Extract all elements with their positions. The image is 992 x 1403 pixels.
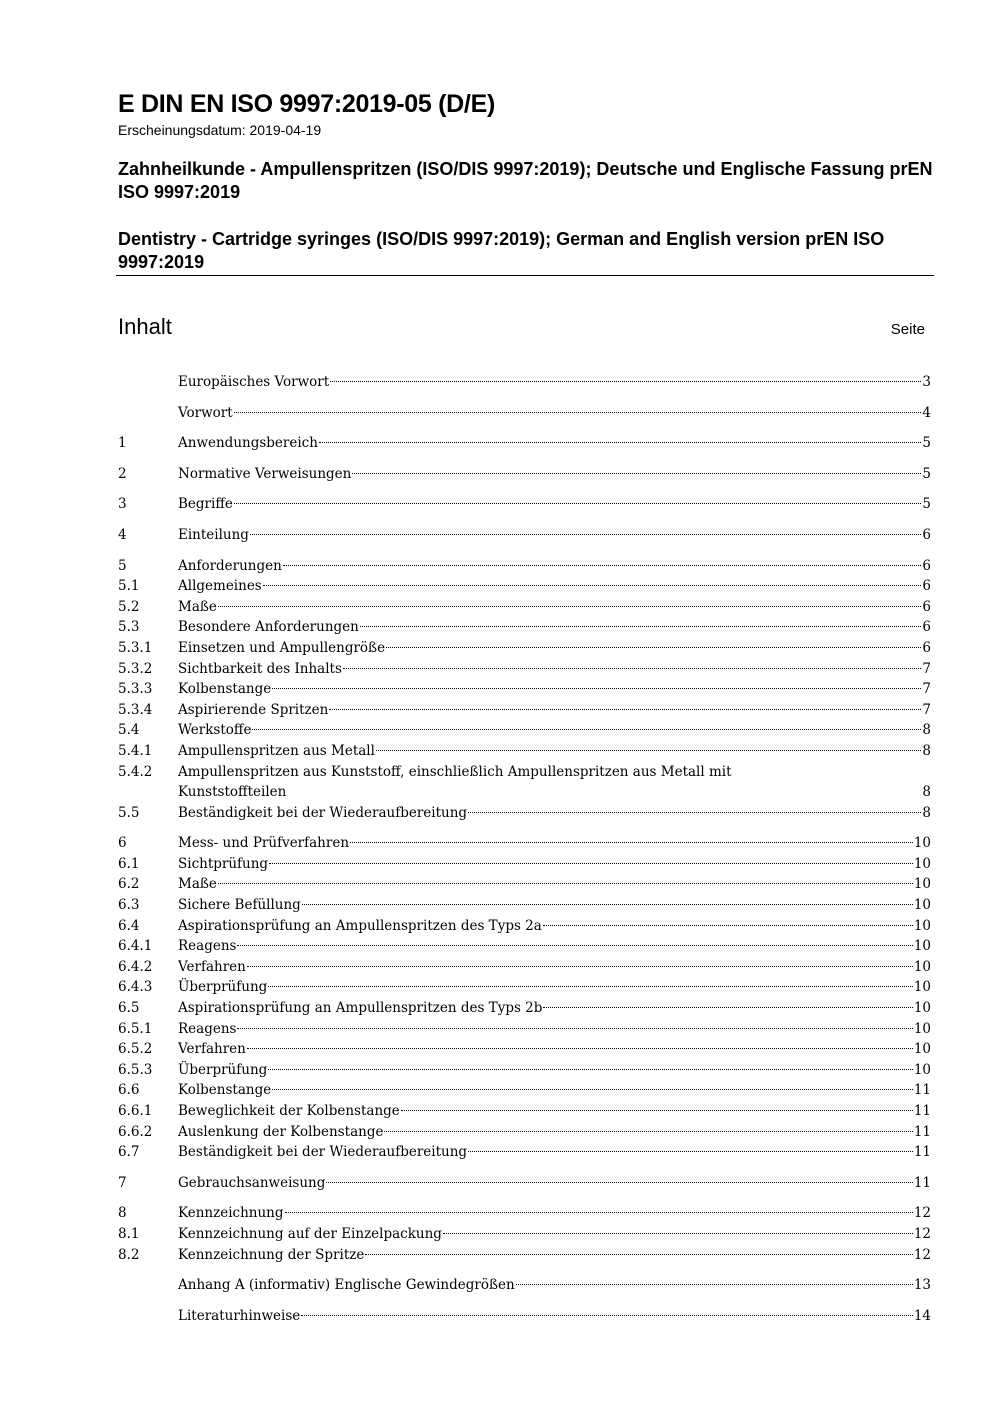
toc-entry-page: 10 xyxy=(913,979,931,996)
toc-entry-number: 5.3.3 xyxy=(118,681,153,698)
toc-entry-number: 6.7 xyxy=(118,1144,140,1161)
toc-entry-number: 6.4.3 xyxy=(118,979,153,996)
toc-entry[interactable] xyxy=(118,617,931,638)
toc-entry-title: Anhang A (informativ) Englische Gewindegrößen xyxy=(178,1277,515,1294)
toc-entry-leader xyxy=(252,729,921,730)
toc-entry-number: 5.4 xyxy=(118,722,140,739)
toc-entry-title: Kennzeichnung auf der Einzelpackung xyxy=(178,1225,442,1242)
toc-entry-leader xyxy=(272,688,921,689)
toc-entry-title: Sichtbarkeit des Inhalts xyxy=(178,660,342,677)
toc-entry-page: 6 xyxy=(922,619,931,636)
toc-entry-page: 11 xyxy=(913,1174,931,1191)
toc-entry-page: 6 xyxy=(922,639,931,656)
toc-entry-number: 8 xyxy=(118,1205,127,1222)
toc-entry-number: 6.4.2 xyxy=(118,958,153,975)
toc-entry[interactable] xyxy=(118,803,931,824)
toc-entry-continuation[interactable] xyxy=(118,782,931,803)
toc-entry-leader xyxy=(237,945,912,946)
toc-entry-title: Werkstoffe xyxy=(178,722,252,739)
toc-entry-leader xyxy=(468,1151,913,1152)
toc-entry-title: Sichere Befüllung xyxy=(178,897,301,914)
toc-entry-number: 3 xyxy=(118,496,127,513)
toc-entry[interactable] xyxy=(118,597,931,618)
document-id: E DIN EN ISO 9997:2019-05 (D/E) xyxy=(118,90,495,118)
toc-entry[interactable] xyxy=(118,403,931,424)
toc-entry[interactable] xyxy=(118,936,931,957)
toc-heading: Inhalt xyxy=(118,314,172,339)
toc-entry-title: Maße xyxy=(178,598,217,615)
toc-entry[interactable] xyxy=(118,700,931,721)
toc-entry-page: 11 xyxy=(913,1144,931,1161)
toc-entry-leader xyxy=(376,750,921,751)
toc-entry[interactable] xyxy=(118,1203,931,1224)
toc-entry-title: Kolbenstange xyxy=(178,1082,272,1099)
toc-entry-number: 5.3 xyxy=(118,619,140,636)
toc-entry-title: Aspirationsprüfung an Ampullenspritzen des Typs 2b xyxy=(178,1000,543,1017)
toc-entry-page: 10 xyxy=(913,917,931,934)
toc-entry-leader xyxy=(329,709,921,710)
toc-entry-leader xyxy=(285,1212,913,1213)
toc-entry[interactable] xyxy=(118,372,931,393)
toc-entry[interactable] xyxy=(118,957,931,978)
toc-entry[interactable] xyxy=(118,1173,931,1194)
toc-entry-number: 2 xyxy=(118,465,127,482)
toc-entry-number: 5.3.2 xyxy=(118,660,153,677)
toc-entry-page: 10 xyxy=(913,1020,931,1037)
toc-entry-page: 6 xyxy=(922,557,931,574)
toc-entry[interactable] xyxy=(118,1080,931,1101)
toc-entry[interactable] xyxy=(118,874,931,895)
toc-entry-page: 4 xyxy=(922,404,931,421)
page-column-label: Seite xyxy=(890,321,925,338)
toc-entry-page: 8 xyxy=(922,742,931,759)
toc-entry-title: Literaturhinweise xyxy=(178,1307,301,1324)
toc-entry-number: 6.1 xyxy=(118,855,140,872)
toc-entry-number: 8.1 xyxy=(118,1225,140,1242)
toc-entry-page: 10 xyxy=(913,938,931,955)
toc-entry-leader xyxy=(250,534,921,535)
toc-entry-number: 6.4 xyxy=(118,917,140,934)
toc-entry[interactable] xyxy=(118,998,931,1019)
toc-entry[interactable] xyxy=(118,638,931,659)
toc-entry-number: 5.3.1 xyxy=(118,639,153,656)
toc-entry-leader xyxy=(263,585,922,586)
toc-entry-title: Sichtprüfung xyxy=(178,855,269,872)
toc-entry-leader xyxy=(360,626,922,627)
toc-entry-leader xyxy=(234,412,922,413)
toc-entry-page: 10 xyxy=(913,876,931,893)
toc-entry-leader xyxy=(352,473,921,474)
toc-entry-title: Europäisches Vorwort xyxy=(178,374,330,390)
toc-entry-leader xyxy=(443,1233,913,1234)
toc-entry-number: 5.2 xyxy=(118,598,140,615)
toc-entry[interactable] xyxy=(118,433,931,454)
toc-entry-leader xyxy=(301,1315,913,1316)
toc-entry-page: 10 xyxy=(913,1041,931,1058)
toc-entry-number: 5.4.2 xyxy=(118,763,153,780)
toc-entry-leader xyxy=(237,1028,912,1029)
toc-entry-page: 8 xyxy=(922,722,931,739)
toc-entry-page: 12 xyxy=(913,1205,931,1222)
toc-entry-leader xyxy=(218,883,913,884)
toc-entry[interactable] xyxy=(118,1122,931,1143)
toc-entry-leader xyxy=(319,442,921,443)
toc-entry-page: 11 xyxy=(913,1103,931,1119)
toc-entry[interactable] xyxy=(118,1306,931,1327)
toc-entry-title: Beweglichkeit der Kolbenstange xyxy=(178,1103,400,1119)
toc-entry-page: 11 xyxy=(913,1123,931,1140)
publication-date: Erscheinungsdatum: 2019-04-19 xyxy=(118,122,322,138)
toc-entry-title: Allgemeines xyxy=(178,578,262,595)
toc-entry[interactable] xyxy=(118,576,931,597)
toc-entry-number: 8.2 xyxy=(118,1246,140,1263)
toc-entry-leader xyxy=(268,1069,913,1070)
toc-entry-title: Begriffe xyxy=(178,496,233,513)
toc-entry-leader xyxy=(268,986,913,987)
toc-entry-title: Überprüfung xyxy=(178,979,268,996)
toc-entry[interactable] xyxy=(118,525,931,546)
toc-entry-number: 6.2 xyxy=(118,876,140,893)
toc-entry-leader xyxy=(247,1048,913,1049)
toc-entry-page: 5 xyxy=(922,435,931,452)
toc-entry-leader xyxy=(218,606,922,607)
toc-entry-title: Beständigkeit bei der Wiederaufbereitung xyxy=(178,804,468,821)
toc-entry-page: 8 xyxy=(922,804,931,821)
toc-entry[interactable] xyxy=(118,659,931,680)
toc-entry-title: Aspirierende Spritzen xyxy=(178,701,329,718)
toc-entry-title: Gebrauchsanweisung xyxy=(178,1174,326,1191)
toc-entry-page: 10 xyxy=(913,855,931,872)
toc-entry-number: 6.5.2 xyxy=(118,1041,153,1058)
toc-entry-title: Verfahren xyxy=(178,958,246,975)
toc-entry-leader xyxy=(468,812,921,813)
toc-entry-page: 13 xyxy=(913,1277,931,1294)
toc-entry[interactable] xyxy=(118,854,931,875)
toc-entry-title: Normative Verweisungen xyxy=(178,465,352,482)
toc-entry-page: 5 xyxy=(922,465,931,482)
toc-entry-leader xyxy=(365,1254,912,1255)
toc-entry-page: 10 xyxy=(913,1000,931,1017)
toc-entry[interactable] xyxy=(118,720,931,741)
toc-entry-title: Überprüfung xyxy=(178,1061,268,1078)
toc-entry-number: 6.5.1 xyxy=(118,1020,153,1037)
toc-entry-page: 12 xyxy=(913,1246,931,1263)
toc-entry-title: Mess- und Prüfverfahren xyxy=(178,835,350,852)
toc-entry-number: 4 xyxy=(118,526,127,543)
toc-entry[interactable] xyxy=(118,1224,931,1245)
toc-entry[interactable] xyxy=(118,741,931,762)
toc-entry[interactable] xyxy=(118,494,931,515)
title-german: Zahnheilkunde - Ampullenspritzen (ISO/DIS 9997:2019); Deutsche und Englische Fassung prEN ISO 9997:2019 xyxy=(118,159,933,202)
toc-entry-title: Reagens xyxy=(178,1020,237,1037)
toc-entry-page: 7 xyxy=(922,681,931,698)
toc-entry-page: 10 xyxy=(913,897,931,914)
toc-entry-page: 7 xyxy=(922,660,931,677)
toc-entry[interactable] xyxy=(118,1142,931,1163)
toc-entry-title: Anwendungsbereich xyxy=(178,435,318,452)
toc-entry[interactable] xyxy=(118,977,931,998)
toc-entry[interactable] xyxy=(118,1060,931,1081)
toc-entry-title: Vorwort xyxy=(178,404,233,421)
toc-entry-number: 6.6.2 xyxy=(118,1123,153,1140)
toc-entry-leader xyxy=(384,1131,912,1132)
toc-entry-number: 6.6.1 xyxy=(118,1103,153,1119)
toc-entry-leader xyxy=(516,1284,913,1285)
toc-entry[interactable] xyxy=(118,464,931,485)
toc-entry-leader xyxy=(350,842,913,843)
toc-entry-number: 6.5.3 xyxy=(118,1061,153,1078)
toc-entry-leader xyxy=(543,925,913,926)
toc-entry-title: Kennzeichnung xyxy=(178,1205,284,1222)
toc-entry-number: 6.4.1 xyxy=(118,938,153,955)
toc-entry-number: 5.3.4 xyxy=(118,701,153,718)
toc-entry-page: 3 xyxy=(922,374,931,390)
toc-entry-title: Auslenkung der Kolbenstange xyxy=(178,1123,384,1140)
toc-entry-number: 1 xyxy=(118,435,127,452)
toc-entry-leader xyxy=(247,966,913,967)
toc-entry-number: 5 xyxy=(118,557,127,574)
toc-entry-leader xyxy=(234,503,922,504)
toc-entry-leader xyxy=(330,381,921,382)
toc-entry-number: 6.3 xyxy=(118,897,140,914)
toc-entry-title: Ampullenspritzen aus Metall xyxy=(178,742,375,759)
toc-entry-title: Einsetzen und Ampullengröße xyxy=(178,639,386,656)
toc-entry-title: Aspirationsprüfung an Ampullenspritzen des Typs 2a xyxy=(178,917,542,934)
toc-entry[interactable] xyxy=(118,916,931,937)
toc-entry-leader xyxy=(543,1007,912,1008)
toc-entry-title: Besondere Anforderungen xyxy=(178,619,359,636)
toc-entry-number: 6.6 xyxy=(118,1082,140,1099)
toc-entry-title: Reagens xyxy=(178,938,237,955)
toc-entry-leader xyxy=(283,565,922,566)
toc-entry-page: 5 xyxy=(922,496,931,513)
toc-entry-leader xyxy=(326,1182,912,1183)
toc-entry-number: 5.5 xyxy=(118,804,140,821)
toc-entry[interactable] xyxy=(118,1275,931,1296)
toc-entry[interactable] xyxy=(118,679,931,700)
toc-entry-title-continuation: Kunststoffteilen xyxy=(178,784,287,801)
toc-entry[interactable] xyxy=(118,833,931,854)
toc-entry[interactable] xyxy=(118,895,931,916)
toc-entry-page: 14 xyxy=(913,1307,931,1324)
toc-entry[interactable] xyxy=(118,1019,931,1040)
toc-entry-leader xyxy=(269,863,913,864)
toc-entry-number: 6 xyxy=(118,835,127,852)
toc-entry-page: 10 xyxy=(913,835,931,852)
toc-entry-leader xyxy=(302,904,913,905)
toc-entry-page: 6 xyxy=(922,526,931,543)
toc-entry-leader xyxy=(401,1110,913,1111)
toc-entry-title: Anforderungen xyxy=(178,557,282,574)
toc-entry-page: 12 xyxy=(913,1225,931,1242)
toc-entry[interactable] xyxy=(118,556,931,577)
toc-entry-page: 6 xyxy=(922,578,931,595)
table-of-contents xyxy=(118,372,931,1326)
toc-entry-page: 6 xyxy=(922,598,931,615)
toc-entry-leader xyxy=(343,668,922,669)
toc-entry[interactable] xyxy=(118,762,931,783)
toc-entry-title: Kolbenstange xyxy=(178,681,272,698)
title-english: Dentistry - Cartridge syringes (ISO/DIS 9997:2019); German and English version prEN ISO 9997:2019 xyxy=(118,229,885,272)
toc-entry-page: 8 xyxy=(922,784,931,801)
toc-entry-title: Kennzeichnung der Spritze xyxy=(178,1246,365,1263)
toc-entry-title: Beständigkeit bei der Wiederaufbereitung xyxy=(178,1144,468,1161)
toc-entry-title: Einteilung xyxy=(178,526,249,543)
toc-entry-number: 6.5 xyxy=(118,1000,140,1017)
toc-entry-page: 7 xyxy=(922,701,931,718)
toc-entry[interactable] xyxy=(118,1245,931,1266)
toc-entry-number: 7 xyxy=(118,1174,127,1191)
toc-entry-page: 10 xyxy=(913,958,931,975)
toc-entry-title: Maße xyxy=(178,876,217,893)
toc-entry-page: 10 xyxy=(913,1061,931,1078)
toc-entry-leader xyxy=(386,647,921,648)
toc-entry-number: 5.4.1 xyxy=(118,742,153,759)
toc-entry-page: 11 xyxy=(913,1082,931,1099)
toc-entry-leader xyxy=(272,1089,913,1090)
toc-entry-title: Verfahren xyxy=(178,1041,246,1058)
toc-entry[interactable] xyxy=(118,1101,931,1122)
toc-entry-title: Ampullenspritzen aus Kunststoff, einschließlich Ampullenspritzen aus Metall mit xyxy=(178,763,732,780)
toc-entry[interactable] xyxy=(118,1039,931,1060)
header-rule xyxy=(116,275,934,276)
toc-entry-number: 5.1 xyxy=(118,578,140,595)
